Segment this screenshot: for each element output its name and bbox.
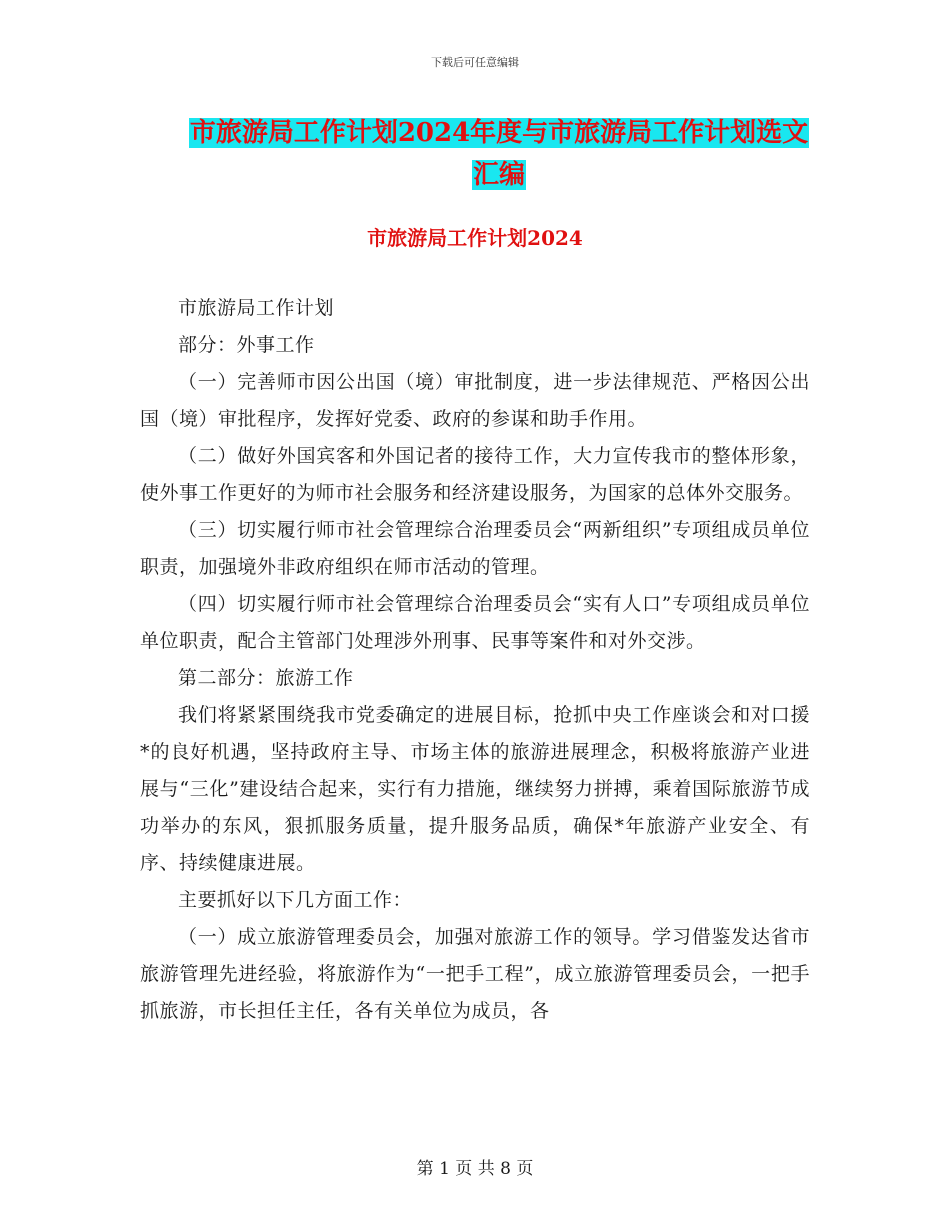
paragraph: 第二部分：旅游工作	[178, 667, 354, 689]
section-title: 市旅游局工作计划2024	[367, 226, 583, 250]
header-note: 下载后可任意编辑	[431, 56, 519, 69]
document-title	[188, 112, 810, 196]
paragraph: 部分：外事工作	[178, 334, 315, 356]
paragraph: （一）完善师市因公出国（境）审批制度，进一步法律规范、严格因公出国（境）审批程序，发挥好党委、政府的参谋和助手作用。	[140, 371, 810, 430]
paragraph: （四）切实履行师市社会管理综合治理委员会“实有人口”专项组成员单位单位职责，配合主管部门处理涉外刑事、民事等案件和对外交涉。	[140, 593, 810, 652]
document-title-line-1: 市旅游局工作计划2024年度与市旅游局工作计划选文	[189, 118, 809, 148]
paragraph: （三）切实履行师市社会管理综合治理委员会“两新组织”专项组成员单位职责，加强境外非政府组织在师市活动的管理。	[140, 519, 810, 578]
paragraph: 我们将紧紧围绕我市党委确定的进展目标，抢抓中央工作座谈会和对口援*的良好机遇，坚持政府主导、市场主体的旅游进展理念，积极将旅游产业进展与“三化”建设结合起来，实行有力措施，继续努力拼搏，乘着国际旅游节成功举办的东风，狠抓服务质量，提升服务品质，确保*年旅游产业安全、有序、持续健康进展。	[140, 704, 810, 874]
paragraph: （一）成立旅游管理委员会，加强对旅游工作的领导。学习借鉴发达省市旅游管理先进经验，将旅游作为“一把手工程”，成立旅游管理委员会，一把手抓旅游，市长担任主任，各有关单位为成员，各	[140, 926, 810, 1022]
body-text	[140, 290, 810, 1030]
paragraph: （二）做好外国宾客和外国记者的接待工作，大力宣传我市的整体形象，使外事工作更好的为师市社会服务和经济建设服务，为国家的总体外交服务。	[140, 445, 810, 504]
paragraph: 市旅游局工作计划	[178, 297, 335, 319]
paragraph: 主要抓好以下几方面工作：	[178, 889, 413, 911]
page-number-footer: 第 1 页 共 8 页	[416, 1159, 534, 1179]
document-title-line-2: 汇编	[472, 160, 525, 190]
